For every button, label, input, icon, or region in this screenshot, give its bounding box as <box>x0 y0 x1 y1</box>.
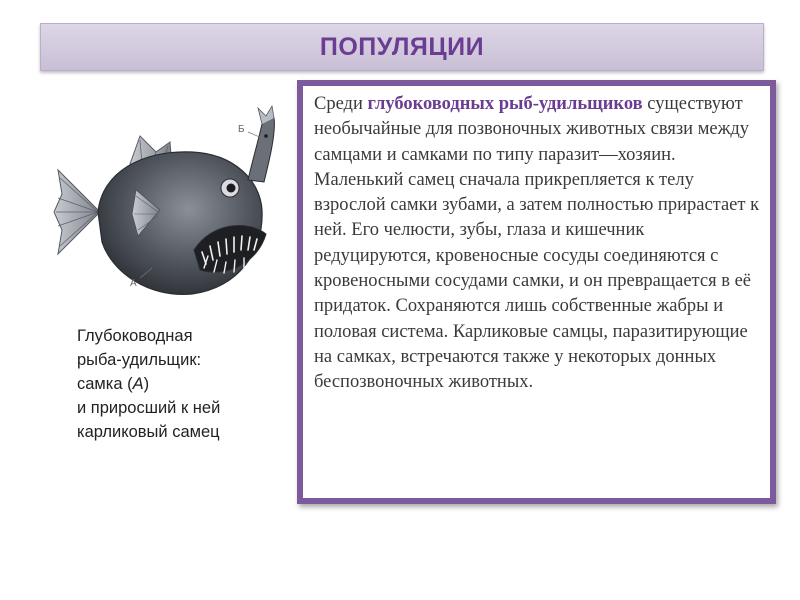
female-eye <box>221 179 239 197</box>
female-body <box>98 152 262 295</box>
label-b: Б <box>238 124 245 135</box>
caption-line: и приросший к ней <box>77 399 221 417</box>
caption-line <box>77 372 287 396</box>
label-a: А <box>130 278 137 289</box>
main-text-body: существуют необычайные для позвоночных животных связи между самцами и самками по типу паразит—хозяин. Маленький самец сначала прикрепляется к телу взрослой самки зубами, а затем полностью прирастает к ней. Его челюсти, зубы, глаза и кишечник редуцируются, кровеносные сосуды соединяются с кровеносными сосудами самки, и он превращается в её придаток. Сохраняются лишь собственные жабры и половая система. Карликовые самцы, паразитирующие на самках, встречаются также у некоторых донных беспозвоночных животных. <box>314 94 760 393</box>
title-bar <box>40 23 764 71</box>
caption-letter: А <box>132 375 144 393</box>
caption-text: самка ( <box>77 375 133 393</box>
main-text-highlight: глубоководных рыб-удильщиков <box>367 94 643 114</box>
main-text-intro: Среди <box>314 94 368 114</box>
anglerfish-image <box>52 102 290 314</box>
anglerfish-illustration <box>52 102 290 314</box>
caption-line: Глубоководная <box>77 327 193 345</box>
illustration-caption <box>77 324 287 444</box>
main-text-box <box>297 80 776 504</box>
tail-fin <box>54 170 100 254</box>
slide-title: ПОПУЛЯЦИИ <box>319 32 485 61</box>
dwarf-male <box>248 106 274 182</box>
caption-line: рыба-удильщик: <box>77 351 202 369</box>
caption-line: карликовый самец <box>77 423 220 441</box>
caption-text: ) <box>143 375 150 393</box>
